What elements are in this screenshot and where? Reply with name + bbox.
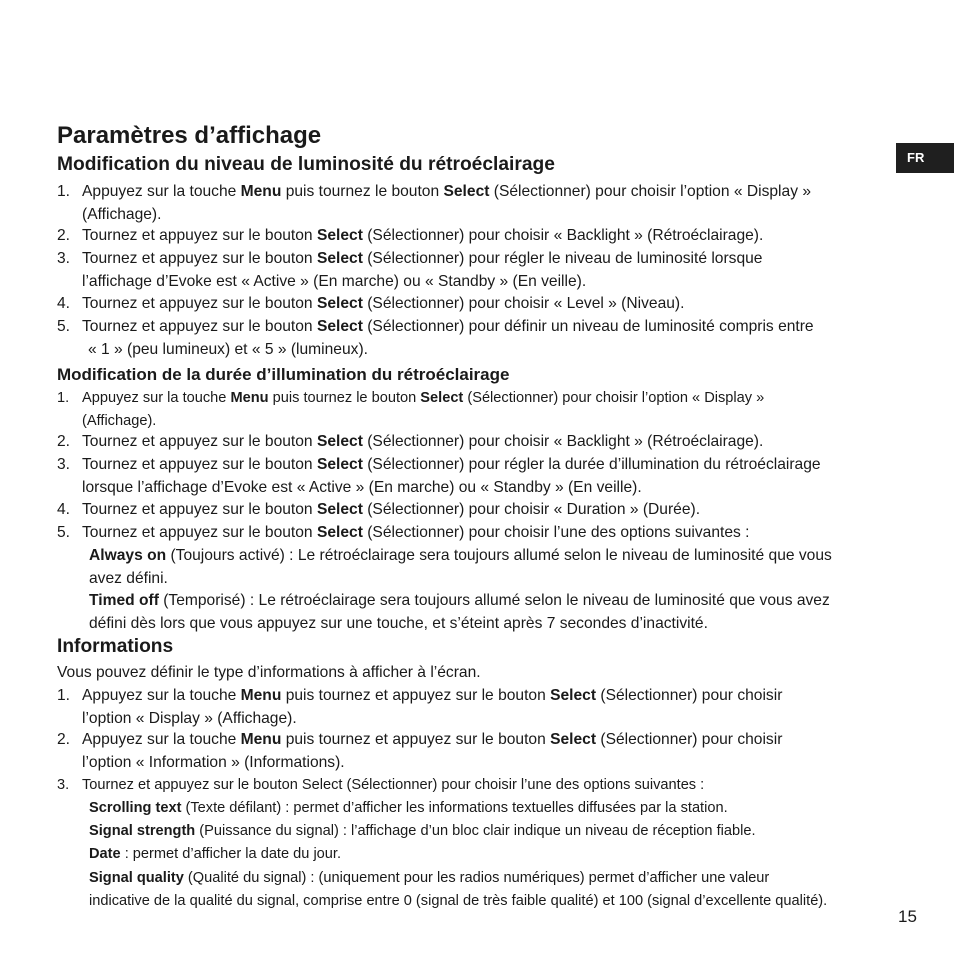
step-text: Tournez et appuyez sur le bouton (82, 433, 317, 450)
step-text: Tournez et appuyez sur le bouton (82, 318, 317, 335)
list-item (57, 499, 700, 522)
list-item (57, 248, 762, 293)
page-number: 15 (898, 907, 917, 926)
step-text: (Sélectionner) pour choisir « Duration » (Durée). (362, 501, 701, 518)
language-tab: FR (896, 143, 954, 173)
page-title: Paramètres d’affichage (57, 122, 322, 149)
option-name: Signal strength (89, 823, 196, 839)
step-text: puis tournez le bouton (268, 390, 421, 406)
option-text: (Temporisé) : Le rétroéclairage sera toujours allumé selon le niveau de luminosité que vous avez (158, 592, 830, 609)
step-text: puis tournez et appuyez sur le bouton (281, 731, 551, 748)
step-number: 5. (57, 524, 71, 541)
list-item (57, 454, 821, 499)
key-name: Select (316, 524, 363, 541)
option-text: (Texte défilant) : permet d’afficher les informations textuelles diffusées par la station. (181, 800, 728, 816)
step-number: 2. (57, 731, 71, 748)
step-number: 3. (57, 777, 70, 793)
option-item (89, 590, 830, 635)
step-text: Tournez et appuyez sur le bouton (82, 501, 317, 518)
option-name: Always on (89, 547, 167, 564)
section-intro: Vous pouvez définir le type d’informations à afficher à l’écran. (57, 664, 481, 681)
step-text: puis tournez le bouton (281, 183, 444, 200)
step-number: 5. (57, 318, 71, 335)
key-name: Menu (240, 183, 282, 200)
step-text: Appuyez sur la touche (82, 731, 241, 748)
option-name: Timed off (89, 592, 159, 609)
key-name: Select (316, 433, 363, 450)
key-name: Select (316, 456, 363, 473)
list-item (57, 431, 763, 454)
step-text: (Sélectionner) pour choisir « Backlight » (Rétroéclairage). (362, 227, 764, 244)
step-number: 3. (57, 250, 71, 267)
option-item (89, 867, 827, 912)
step-continuation: (Affichage). (82, 205, 162, 223)
step-continuation: « 1 » (peu lumineux) et « 5 » (lumineux). (88, 340, 368, 358)
key-name: Menu (240, 731, 282, 748)
option-item (89, 820, 756, 843)
key-name: Select (420, 390, 464, 406)
step-text: Appuyez sur la touche (82, 183, 241, 200)
step-text: puis tournez et appuyez sur le bouton (281, 687, 551, 704)
step-text: (Sélectionner) pour définir un niveau de luminosité compris entre (362, 318, 814, 335)
step-text: Tournez et appuyez sur le bouton (82, 295, 317, 312)
step-text: Appuyez sur la touche (82, 390, 231, 406)
list-item (57, 181, 811, 226)
option-continuation: avez défini. (89, 569, 168, 587)
step-text: (Sélectionner) pour choisir l’une des options suivantes : (362, 524, 750, 541)
step-text: (Sélectionner) pour régler la durée d’illumination du rétroéclairage (362, 456, 821, 473)
step-number: 1. (57, 390, 70, 406)
option-item (89, 545, 832, 590)
key-name: Select (316, 227, 363, 244)
step-number: 1. (57, 183, 71, 200)
step-text: Tournez et appuyez sur le bouton (82, 524, 317, 541)
option-name: Scrolling text (89, 800, 182, 816)
step-continuation: (Affichage). (82, 412, 157, 429)
step-text: (Sélectionner) pour choisir (596, 687, 783, 704)
list-item (57, 225, 763, 248)
option-text: (Puissance du signal) : l’affichage d’un bloc clair indique un niveau de réception fiable. (195, 823, 756, 839)
option-text: (Toujours activé) : Le rétroéclairage sera toujours allumé selon le niveau de luminosité que vous (166, 547, 832, 564)
step-text: (Sélectionner) pour choisir « Backlight » (Rétroéclairage). (362, 433, 764, 450)
key-name: Select (550, 731, 597, 748)
key-name: Select (316, 318, 363, 335)
key-name: Select (316, 250, 363, 267)
section-heading-duration: Modification de la durée d’illumination du rétroéclairage (57, 365, 510, 384)
list-item (57, 293, 684, 316)
step-number: 1. (57, 687, 71, 704)
step-number: 4. (57, 501, 71, 518)
key-name: Select (316, 501, 363, 518)
option-name: Date (89, 846, 121, 862)
list-item (57, 774, 704, 797)
step-continuation: l’option « Display » (Affichage). (82, 709, 297, 727)
key-name: Menu (230, 390, 269, 406)
list-item (57, 522, 749, 545)
step-text: (Sélectionner) pour choisir « Level » (Niveau). (362, 295, 685, 312)
option-continuation: indicative de la qualité du signal, comprise entre 0 (signal de très faible qualité) et 100 (signal d’excellente qualité). (89, 892, 828, 909)
step-text: Appuyez sur la touche (82, 687, 241, 704)
section-heading-brightness: Modification du niveau de luminosité du rétroéclairage (57, 154, 555, 175)
section-heading-informations: Informations (57, 636, 174, 657)
option-continuation: défini dès lors que vous appuyez sur une touche, et s’éteint après 7 secondes d’inactivité. (89, 614, 708, 632)
step-number: 2. (57, 433, 71, 450)
option-name: Signal quality (89, 870, 184, 886)
step-number: 4. (57, 295, 71, 312)
key-name: Select (550, 687, 597, 704)
step-number: 3. (57, 456, 71, 473)
step-continuation: l’affichage d’Evoke est « Active » (En marche) ou « Standby » (En veille). (82, 272, 587, 290)
step-text: Tournez et appuyez sur le bouton (82, 456, 317, 473)
step-text: Tournez et appuyez sur le bouton Select (Sélectionner) pour choisir l’une des options suivantes : (82, 777, 705, 793)
list-item (57, 685, 782, 730)
key-name: Select (316, 295, 363, 312)
list-item (57, 729, 782, 774)
step-text: (Sélectionner) pour choisir l’option « Display » (489, 183, 811, 200)
key-name: Select (443, 183, 490, 200)
step-text: (Sélectionner) pour choisir (596, 731, 783, 748)
option-item (89, 797, 728, 820)
step-text: (Sélectionner) pour régler le niveau de luminosité lorsque (362, 250, 763, 267)
option-text: : permet d’afficher la date du jour. (120, 846, 342, 862)
key-name: Menu (240, 687, 282, 704)
list-item (57, 387, 764, 432)
step-continuation: lorsque l’affichage d’Evoke est « Active » (En marche) ou « Standby » (En veille). (82, 478, 642, 496)
step-text: Tournez et appuyez sur le bouton (82, 250, 317, 267)
step-text: Tournez et appuyez sur le bouton (82, 227, 317, 244)
option-item (89, 843, 341, 866)
list-item (57, 316, 814, 361)
option-text: (Qualité du signal) : (uniquement pour les radios numériques) permet d’afficher une valeur (183, 870, 770, 886)
step-number: 2. (57, 227, 71, 244)
step-text: (Sélectionner) pour choisir l’option « Display » (463, 390, 765, 406)
step-continuation: l’option « Information » (Informations). (82, 753, 345, 771)
